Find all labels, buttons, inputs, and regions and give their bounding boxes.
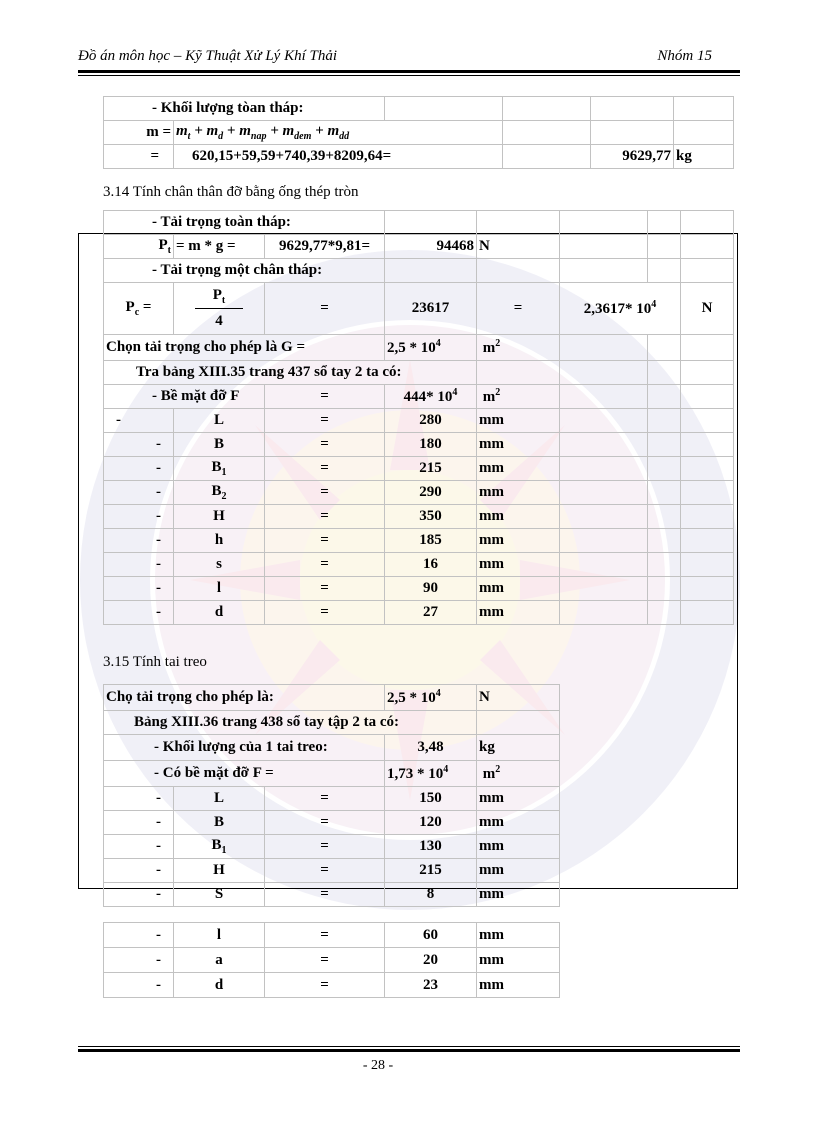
mass-sum: 620,15+59,59+740,39+8209,64= — [174, 145, 503, 169]
lugs-table — [103, 684, 560, 907]
mass-total: 9629,77 — [591, 145, 674, 169]
lug-allow-value: $2,5 * 10^4$ — [385, 685, 477, 711]
table-row: - h = 185 mm — [104, 529, 734, 553]
table-row: - B = 120 mm — [104, 811, 560, 835]
pc-symbol: $P_c$ = — [104, 283, 174, 335]
table-row: - $B_2$ = 290 mm — [104, 481, 734, 505]
pc-sci: 2,3617* $10^4$ — [560, 283, 681, 335]
table-ref: Tra bảng XIII.35 trang 437 sổ tay 2 ta có: — [104, 361, 477, 385]
table-row: - d = 27 mm — [104, 601, 734, 625]
pc-unit: N — [681, 283, 734, 335]
pc-value: 23617 — [385, 283, 477, 335]
table-row: - a = 20 mm — [104, 948, 560, 973]
footer-rule-thin — [78, 1046, 740, 1047]
table-row: - H = 350 mm — [104, 505, 734, 529]
surface-value: 444* $10^4$ — [385, 385, 477, 409]
lug-table-ref: Bảng XIII.36 trang 438 sổ tay tập 2 ta có: — [104, 711, 477, 735]
table-row: - $B_1$ = 215 mm — [104, 457, 734, 481]
header-rule-thin — [78, 75, 740, 76]
mass-label: - Khối lượng tòan tháp: — [104, 97, 385, 121]
pc-fraction: $\frac{P_t}{4}$ — [174, 283, 265, 335]
pt-value: 94468 — [385, 235, 477, 259]
table-row: - S = 8 mm — [104, 883, 560, 907]
mass-eq: = — [104, 145, 174, 169]
table-row: - l = 60 mm — [104, 923, 560, 948]
allow-label: Chọn tải trọng cho phép là G = — [104, 335, 385, 361]
table-row: - L = 280 mm — [104, 409, 734, 433]
table-row: - L = 150 mm — [104, 787, 560, 811]
allow-value: $2,5 * 10^4$ — [385, 335, 477, 361]
page-header — [78, 48, 740, 70]
pc-eq: = — [265, 283, 385, 335]
legs-table — [103, 210, 734, 625]
lug-allow-unit: N — [477, 685, 560, 711]
allow-unit: $m^2$ — [477, 335, 560, 361]
m-label: m = — [104, 121, 174, 145]
lug-mass-unit: kg — [477, 735, 560, 761]
table-row: - B = 180 mm — [104, 433, 734, 457]
table-row: - H = 215 mm — [104, 859, 560, 883]
surface-unit: $m^2$ — [477, 385, 560, 409]
pc-eq2: = — [477, 283, 560, 335]
lug-mass-label: - Khối lượng của 1 tai treo: — [104, 735, 385, 761]
lug-surface-label: - Có bề mặt đỡ F = — [104, 761, 385, 787]
surface-eq: = — [265, 385, 385, 409]
lug-surface-unit: $m^2$ — [477, 761, 560, 787]
table-row: - l = 90 mm — [104, 577, 734, 601]
table-row: - d = 23 mm — [104, 973, 560, 998]
pt-unit: N — [477, 235, 560, 259]
lug-mass-value: 3,48 — [385, 735, 477, 761]
table-row: - $B_1$ = 130 mm — [104, 835, 560, 859]
pt-formula: = m * g = — [174, 235, 265, 259]
pt-symbol: $P_t$ — [104, 235, 174, 259]
lug-allow-label: Chọ tải trọng cho phép là: — [104, 685, 385, 711]
lugs-table-cont — [103, 922, 560, 998]
table-row: - s = 16 mm — [104, 553, 734, 577]
mass-unit: kg — [674, 145, 734, 169]
page-number: - 28 - — [362, 1058, 394, 1073]
lug-surface-value: $1,73 * 10^4$ — [385, 761, 477, 787]
one-leg-label: - Tải trọng một chân tháp: — [104, 259, 385, 283]
header-group: Nhóm 15 — [657, 48, 712, 64]
header-rule — [78, 70, 740, 73]
section-3-15-title: 3.15 Tính tai treo — [103, 654, 207, 670]
surface-label: - Bề mặt đỡ F — [104, 385, 265, 409]
total-load-label: - Tải trọng toàn tháp: — [104, 211, 385, 235]
mass-table — [103, 96, 734, 169]
header-title: Đồ án môn học – Kỹ Thuật Xử Lý Khí Thải — [78, 48, 338, 64]
footer-rule — [78, 1049, 740, 1052]
section-3-14-title: 3.14 Tính chân thân đỡ bằng ống thép tròn — [103, 184, 359, 200]
mass-formula: $m_t + m_d + m_{nap} + m_{dem} + m_{dd}$ — [174, 121, 503, 145]
pt-calc: 9629,77*9,81= — [265, 235, 385, 259]
